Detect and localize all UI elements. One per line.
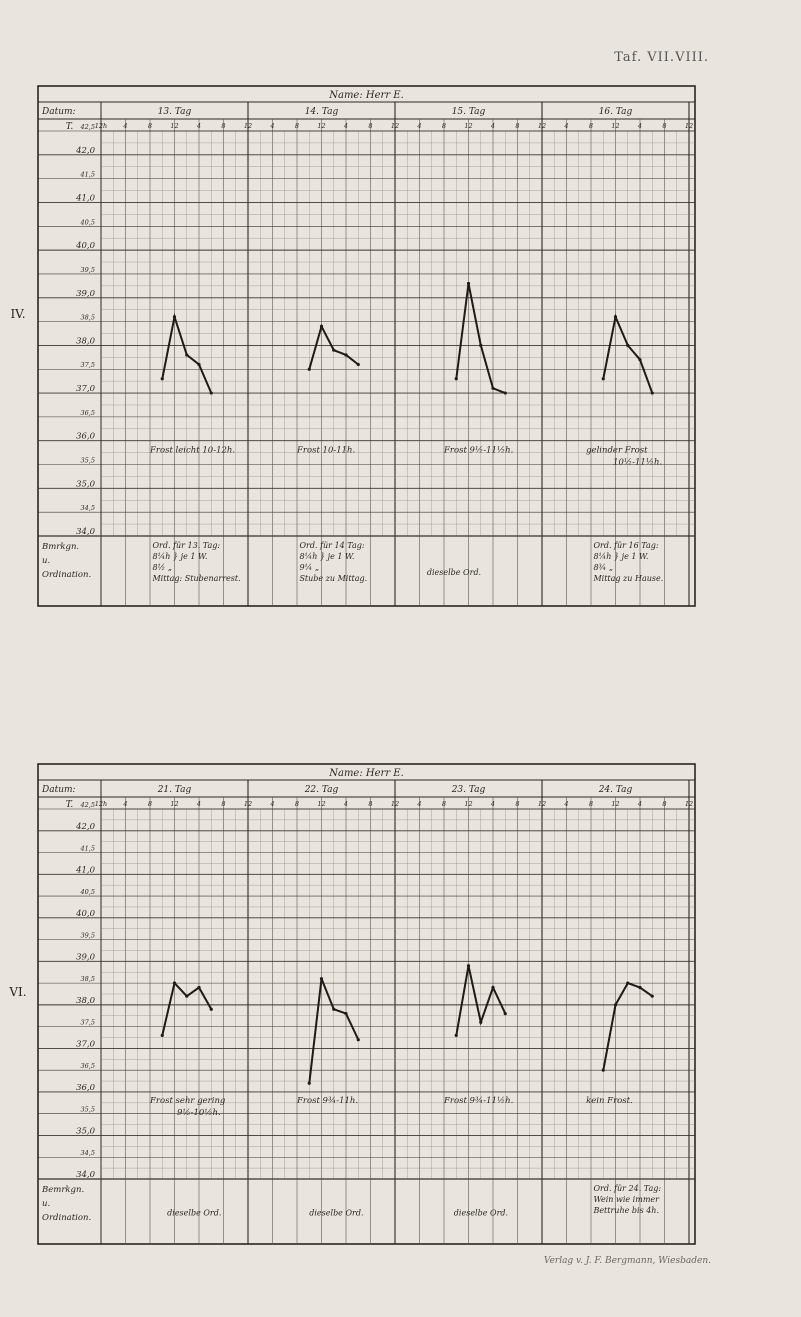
chart-1-temp-tick: 41,0 <box>76 193 95 204</box>
chart-2-temperature-point <box>479 1021 482 1024</box>
chart-1-day-label-3: 15. Tag <box>451 107 486 117</box>
chart-2-temp-tick: 39,0 <box>76 952 95 963</box>
chart-2-hour-tick: 8 <box>147 800 153 808</box>
chart-1-hour-tick: 8 <box>147 122 153 130</box>
chart-1-temperature-point <box>197 363 200 366</box>
chart-1-temp-tick: 36,5 <box>80 408 95 417</box>
chart-1-remark-1: 8¼h } je 1 W. <box>152 552 208 561</box>
chart-1-hour-tick: 4 <box>490 122 496 130</box>
chart-1-hour-tick: 12 <box>317 122 326 130</box>
chart-2-hour-tick: 4 <box>196 800 202 808</box>
chart-1-temperature-point <box>467 282 470 285</box>
chart-2-remark-4: Bettruhe bis 4h. <box>593 1206 660 1215</box>
chart-2-temperature-point <box>602 1069 605 1072</box>
chart-2-remark-3: dieselbe Ord. <box>453 1208 509 1218</box>
chart-2-temp-tick: 41,0 <box>76 865 95 876</box>
chart-2-name-label: Name: Herr E. <box>329 768 404 779</box>
chart-2-temperature-point <box>357 1038 360 1041</box>
chart-1-remark-2: Stube zu Mittag. <box>299 574 368 583</box>
chart-1-remark-4: Mittag zu Hause. <box>593 574 664 583</box>
chart-1-temp-tick: 37,0 <box>76 384 95 395</box>
chart-2-hour-tick: 8 <box>368 800 373 808</box>
chart-2-temp-tick: 34,5 <box>80 1149 95 1158</box>
chart-1-hour-tick: 8 <box>221 122 226 130</box>
chart-2-remark-4: Wein wie immer <box>593 1195 659 1204</box>
chart-2-day-label-2: 22. Tag <box>304 785 339 795</box>
chart-1-temp-tick: 37,5 <box>80 361 95 370</box>
chart-2-temperature-point <box>185 995 188 998</box>
chart-2-remark-4: Ord. für 24. Tag: <box>593 1184 662 1193</box>
chart-2-frost-note-1-line2: 9½-10½h. <box>176 1107 221 1118</box>
chart-1-remark-1: Mittag: Stubenarrest. <box>152 574 241 583</box>
chart-2-hour-tick: 12 <box>317 800 326 808</box>
chart-1-temperature-point <box>357 363 360 366</box>
chart-1-temperature-point <box>320 325 323 328</box>
chart-2-temperature-point <box>614 1003 617 1006</box>
chart-1-remark-1: 8½ „ <box>152 563 172 572</box>
chart-1-temp-tick: 41,5 <box>80 170 95 179</box>
chart-1-temp-tick: 38,5 <box>80 313 95 322</box>
chart-2-day-label-3: 23. Tag <box>451 785 486 795</box>
chart-2-hour-tick: 4 <box>343 800 349 808</box>
chart-2-hour-tick: 12 <box>390 800 400 808</box>
chart-2-temperature-point <box>626 982 629 985</box>
chart-2-hour-tick: 8 <box>441 800 447 808</box>
chart-1-temp-tick: 42,5 <box>80 123 95 131</box>
chart-2-hour-tick: 8 <box>515 800 520 808</box>
chart-2-temp-tick: 37,5 <box>80 1018 95 1027</box>
chart-2-temperature-point <box>344 1012 347 1015</box>
chart-1-temp-tick: 40,0 <box>76 241 95 252</box>
chart-1-hour-tick: 8 <box>294 122 300 130</box>
chart-2-temp-tick: 40,5 <box>80 888 95 897</box>
chart-2-temperature-point <box>161 1034 164 1037</box>
chart-2-hour-tick: 4 <box>123 800 128 808</box>
chart-1-remarks-label: Bmrkgn. <box>42 542 80 552</box>
chart-1-hour-tick: 4 <box>270 122 275 130</box>
chart-1-temperature-point <box>638 358 641 361</box>
chart-1-hour-tick: 12 <box>611 122 620 130</box>
chart-1-day-label-2: 14. Tag <box>304 107 339 117</box>
chart-1-date-label: Datum: <box>42 107 76 117</box>
chart-2-hour-tick: 4 <box>564 800 569 808</box>
plate-label: Taf. VII.VIII. <box>614 50 709 65</box>
chart-1-hour-tick: 8 <box>662 122 667 130</box>
chart-1-temp-tick: 34,5 <box>80 504 95 513</box>
chart-1-hour-tick: 12 <box>243 122 253 130</box>
chart-2-temperature-point <box>491 986 494 989</box>
chart-2-hour-tick: 8 <box>588 800 594 808</box>
chart-1-hour-tick: 4 <box>564 122 569 130</box>
chart-2-hour-tick: 8 <box>294 800 300 808</box>
chart-2-hour-tick: 12 <box>170 800 179 808</box>
chart-1-remarks-label: u. <box>42 556 51 566</box>
chart-2-hour-tick: 12 <box>243 800 253 808</box>
chart-2-hour-tick: 8 <box>662 800 667 808</box>
chart-1-hour-tick: 8 <box>368 122 373 130</box>
chart-2-temperature-point <box>210 1008 213 1011</box>
chart-1-hour-tick: 12 <box>537 122 547 130</box>
chart-1-hour-tick: 8 <box>441 122 447 130</box>
chart-1-frost-note-1: Frost leicht 10-12h. <box>150 445 236 456</box>
chart-2-remarks-label: Ordination. <box>42 1213 92 1223</box>
chart-1-temp-tick: 36,0 <box>76 431 95 442</box>
chart-1-temp-tick: 35,0 <box>76 479 95 490</box>
chart-1-remarks-label: Ordination. <box>42 570 92 580</box>
chart-1-hour-tick: 12 <box>170 122 179 130</box>
chart-2-remarks-label: u. <box>42 1199 51 1209</box>
chart-1-frost-note-4-line2: 10½-11½h. <box>613 457 663 468</box>
chart-1-temperature-point <box>161 377 164 380</box>
chart-1-temp-tick: 38,0 <box>76 336 95 347</box>
chart-2-temp-tick: 41,5 <box>80 844 95 853</box>
chart-2-hour-tick: 4 <box>637 800 643 808</box>
chart-1-hour-tick: 12 <box>390 122 400 130</box>
chart-1-day-label-4: 16. Tag <box>598 107 633 117</box>
chart-1-remark-4: Ord. für 16 Tag: <box>593 541 659 550</box>
chart-1-remark-4: 8¼h } je 1 W. <box>593 552 649 561</box>
chart-2-temperature-point <box>651 995 654 998</box>
chart-2-temperature-point <box>197 986 200 989</box>
chart-2-hour-tick: 12 <box>464 800 473 808</box>
chart-1-temperature-point <box>332 349 335 352</box>
chart-2-temp-tick: 38,0 <box>76 995 95 1006</box>
chart-2-remark-1: dieselbe Ord. <box>167 1208 222 1218</box>
chart-1-hour-tick: 8 <box>515 122 520 130</box>
chart-2-day-label-4: 24. Tag <box>598 785 633 795</box>
chart-2-temp-tick: 34,0 <box>76 1170 95 1180</box>
chart-2-hour-tick: 12 <box>684 800 694 808</box>
chart-2-temp-tick: 42,0 <box>76 821 95 832</box>
chart-2-temperature-point <box>467 964 470 967</box>
chart-1-frost-note-4: gelinder Frost <box>586 445 648 456</box>
chart-2-hour-tick: 4 <box>490 800 496 808</box>
chart-2-temp-tick: 37,0 <box>76 1039 95 1050</box>
chart-2-frame <box>38 764 695 1244</box>
chart-1-temp-tick: 34,0 <box>76 527 95 537</box>
chart-1-remark-2: 8¼h } je 1 W. <box>299 552 355 561</box>
chart-1-temperature-point <box>491 387 494 390</box>
chart-1-frost-note-2: Frost 10-11h. <box>297 445 356 456</box>
chart-2-temp-tick: 39,5 <box>80 931 95 940</box>
chart-1-temperature-point <box>210 391 213 394</box>
chart-1-hour-tick: 4 <box>417 122 422 130</box>
chart-1-hour-tick: 4 <box>637 122 643 130</box>
chart-1-hour-tick: 4 <box>123 122 128 130</box>
chart-2-hour-tick: 12 <box>611 800 620 808</box>
chart-1-temp-tick: 40,5 <box>80 218 95 227</box>
chart-2-temperature-point <box>504 1012 507 1015</box>
chart-2-hour-tick: 8 <box>221 800 226 808</box>
chart-2-temp-tick: 36,5 <box>80 1062 95 1071</box>
chart-1-row-label: IV. <box>10 307 26 321</box>
chart-2-frost-note-4: kein Frost. <box>586 1095 633 1106</box>
chart-2-temperature-point <box>638 986 641 989</box>
chart-1-temperature-point <box>602 377 605 380</box>
chart-2-temp-tick: 35,0 <box>76 1126 95 1137</box>
chart-1-temp-label: T. <box>65 122 74 132</box>
chart-1-day-label-1: 13. Tag <box>157 107 192 117</box>
chart-1-remark-4: 8¾ „ <box>593 563 613 572</box>
chart-1-temperature-point <box>455 377 458 380</box>
chart-1-hour-tick: 4 <box>343 122 349 130</box>
chart-1-temperature-point <box>479 344 482 347</box>
chart-1-temp-tick: 35,5 <box>80 456 95 465</box>
chart-1-temp-tick: 39,5 <box>80 265 95 274</box>
chart-2-temp-label: T. <box>65 800 74 810</box>
chart-2-temp-tick: 40,0 <box>76 908 95 919</box>
chart-2-temperature-point <box>455 1034 458 1037</box>
chart-2-temp-tick: 35,5 <box>80 1105 95 1114</box>
chart-1-hour-tick: 12 <box>464 122 473 130</box>
chart-1-hour-tick: 12h <box>94 122 108 130</box>
chart-1-temperature-point <box>308 368 311 371</box>
chart-1-hour-tick: 4 <box>196 122 202 130</box>
chart-2-temperature-point <box>308 1082 311 1085</box>
chart-1-frame <box>38 86 695 606</box>
chart-2-temp-tick: 42,5 <box>80 801 95 809</box>
chart-1-hour-tick: 12 <box>684 122 694 130</box>
chart-1-temperature-point <box>185 353 188 356</box>
chart-2-hour-tick: 12h <box>94 800 108 808</box>
chart-2-row-label: VI. <box>9 985 27 999</box>
chart-2-frost-note-2: Frost 9¾-11h. <box>297 1095 359 1106</box>
chart-1-temp-tick: 42,0 <box>76 145 95 156</box>
chart-2-hour-tick: 4 <box>417 800 422 808</box>
chart-1-hour-tick: 8 <box>588 122 594 130</box>
chart-1-temperature-point <box>344 353 347 356</box>
chart-2-temperature-point <box>173 982 176 985</box>
chart-2-remarks-label: Bemrkgn. <box>42 1185 85 1195</box>
chart-1-remark-3: dieselbe Ord. <box>426 568 482 577</box>
chart-2-temperature-point <box>332 1008 335 1011</box>
chart-1-temp-tick: 39,0 <box>76 288 95 299</box>
chart-1-name-label: Name: Herr E. <box>329 90 404 101</box>
chart-1-temperature-point <box>173 315 176 318</box>
chart-1-remark-2: 9¼ „ <box>299 563 319 572</box>
chart-2-temp-tick: 38,5 <box>80 975 95 984</box>
chart-2-frost-note-1: Frost sehr gering <box>150 1095 226 1106</box>
chart-2-remark-2: dieselbe Ord. <box>309 1208 364 1218</box>
chart-1-temperature-point <box>614 315 617 318</box>
chart-1-remark-1: Ord. für 13. Tag: <box>152 541 221 550</box>
chart-2-day-label-1: 21. Tag <box>157 785 192 795</box>
chart-1-temperature-point <box>626 344 629 347</box>
chart-2-hour-tick: 4 <box>270 800 275 808</box>
chart-1-frost-note-3: Frost 9½-11½h. <box>444 445 514 456</box>
chart-2-hour-tick: 12 <box>537 800 547 808</box>
chart-2-temperature-point <box>320 977 323 980</box>
chart-2-temp-tick: 36,0 <box>76 1082 95 1093</box>
chart-2-frost-note-3: Frost 9¾-11½h. <box>444 1095 514 1106</box>
chart-1-temperature-point <box>651 391 654 394</box>
chart-1-temperature-point <box>504 391 507 394</box>
chart-2-date-label: Datum: <box>42 785 76 795</box>
publisher-note: Verlag v. J. F. Bergmann, Wiesbaden. <box>543 1256 711 1266</box>
chart-1-remark-2: Ord. für 14 Tag: <box>299 541 365 550</box>
